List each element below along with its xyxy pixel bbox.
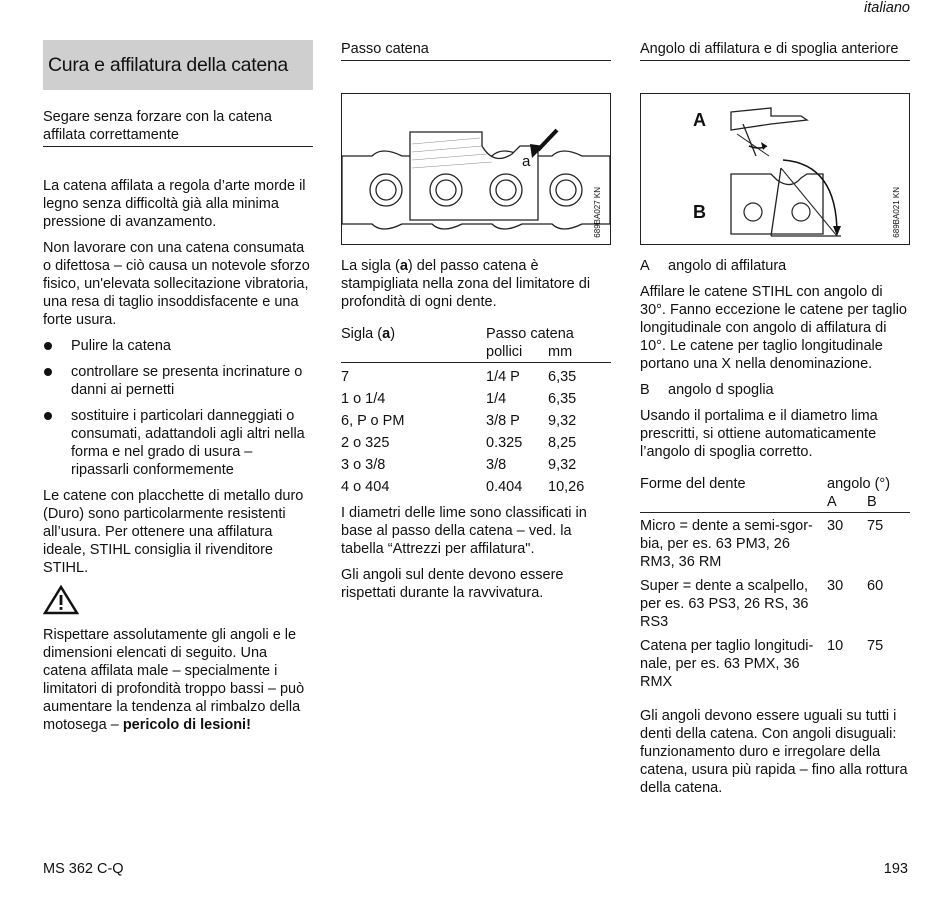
table-row: Super = dente a scalpello, per es. 63 PS3, 26 RS, 36 RS3 30 60 xyxy=(640,577,884,630)
table-header: Passo catena xyxy=(486,326,574,342)
list-item: Pulire la catena xyxy=(43,337,313,355)
figure-label-a: A xyxy=(693,110,706,130)
chain-pitch-figure xyxy=(341,93,611,245)
list-item: sostituire i particolari danneggiati o consumati, adattandoli agli altri nella forma e nel grado di usura – ripassarli conformemente xyxy=(43,407,313,479)
page-number: 193 xyxy=(883,861,908,877)
table-row: Catena per taglio longitudi-nale, per es. 63 PMX, 36 RMX 10 75 xyxy=(640,637,884,690)
paragraph: Gli angoli devono essere uguali su tutti i denti della catena. Con angoli disuguali: funzionamento duro e irregolare della catena, usura più rapida – fino alla rottura della catena. xyxy=(640,707,908,796)
paragraph: Le catene con placchette di metallo duro (Duro) sono particolarmente resistenti all’usura. Per ottenere una affilatura ideale, STIHL consiglia il rivenditore STIHL. xyxy=(43,488,304,576)
section-title: Angolo di affilatura e di spoglia anteriore xyxy=(640,40,910,61)
column-3 xyxy=(640,40,910,805)
table-row: 2 o 325 0.325 8,25 xyxy=(341,434,577,451)
legend-item-a: A angolo di affilatura xyxy=(640,258,787,274)
subsection-title: Segare senza forzare con la catena affilata correttamente xyxy=(43,108,313,147)
figure-label-b: B xyxy=(693,202,706,222)
warning-emphasis: pericolo di lesioni! xyxy=(122,717,251,733)
paragraph: Usando il portalima e il diametro lima prescritti, si ottiene automaticamente l’angolo di spoglia corretto. xyxy=(640,408,878,460)
figure-code: 689BA021 KN xyxy=(892,187,901,238)
figure-code: 689BA027 KN xyxy=(593,187,602,238)
footer-model: MS 362 C-Q xyxy=(43,861,124,877)
table-header: B xyxy=(867,494,877,510)
column-2 xyxy=(341,40,611,610)
table-header: A xyxy=(827,494,837,510)
table-header: Forme del dente xyxy=(640,476,746,492)
section-title: Cura e affilatura della catena xyxy=(43,40,313,90)
paragraph: Gli angoli sul dente devono essere rispettati durante la ravvivatura. xyxy=(341,566,564,601)
warning-text: Rispettare assolutamente gli angoli e le dimensioni elencati di seguito. Una catena affilata male – specialmente i limitatori di profondità troppo bassi – può aumentare la tendenza al rimbalzo della motosega – pericolo di lesioni! xyxy=(43,627,305,733)
table-row: 4 o 404 0.404 10,26 xyxy=(341,478,585,495)
table-row: Micro = dente a semi-sgor-bia, per es. 63 PM3, 26 RM3, 36 RM 30 75 xyxy=(640,517,884,570)
table-header: mm xyxy=(548,344,573,360)
table-row: 1 o 1/4 1/4 6,35 xyxy=(341,390,577,407)
language-label: italiano xyxy=(864,0,910,16)
table-header: Sigla (a) xyxy=(341,326,396,342)
pitch-table xyxy=(341,325,611,500)
legend-item-b: B angolo d spoglia xyxy=(640,382,774,398)
list-item: controllare se presenta incrinature o danni ai pernetti xyxy=(43,363,313,399)
column-1 xyxy=(43,40,313,742)
table-row: 3 o 3/8 3/8 9,32 xyxy=(341,456,577,473)
paragraph: La sigla (a) del passo catena è stampigliata nella zona del limitatore di profondità di ogni dente. xyxy=(341,258,591,310)
table-row: 7 1/4 P 6,35 xyxy=(341,368,577,385)
bullet-list xyxy=(43,337,313,479)
angle-table xyxy=(640,475,910,697)
paragraph: La catena affilata a regola d’arte morde il legno senza difficoltà già alla minima pressione di avanzamento. xyxy=(43,178,306,230)
figure-label-a: a xyxy=(522,153,531,170)
paragraph: Non lavorare con una catena consumata o difettosa – ciò causa un notevole sforzo fisico, un'elevata sollecitazione vibratoria, una resa di taglio insoddisfacente e una forte usura. xyxy=(43,240,310,328)
paragraph: Affilare le catene STIHL con angolo di 30°. Fanno eccezione le catene per taglio longitudinale con angolo di affilatura di 10°. Le catene per taglio longitudinale portano una X nella denominazione. xyxy=(640,284,907,372)
table-header: angolo (°) xyxy=(827,476,891,492)
section-title: Passo catena xyxy=(341,40,611,61)
angle-figure xyxy=(640,93,910,245)
table-header: pollici xyxy=(486,344,523,360)
paragraph: I diametri delle lime sono classificati in base al passo della catena – ved. la tabella “Attrezzi per affilatura". xyxy=(341,504,587,557)
warning-icon xyxy=(43,585,313,620)
table-row: 6, P o PM 3/8 P 9,32 xyxy=(341,412,577,429)
